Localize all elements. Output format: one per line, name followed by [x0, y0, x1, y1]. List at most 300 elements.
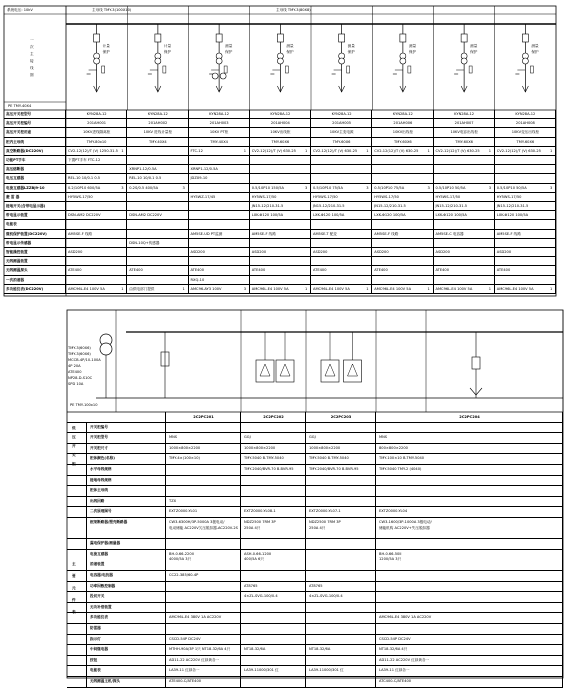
hv-cell-value: JN15-12/210-31.5: [435, 204, 468, 208]
hv-table-cell: [434, 239, 495, 248]
hv-table-cell: [311, 165, 372, 174]
lv-table-cell: [241, 603, 306, 614]
lv-section-cell: [67, 613, 87, 624]
hv-cell-value: CV2-12(12)/T (V) 630-25: [435, 148, 480, 153]
lv-table-cell: [241, 423, 306, 434]
hv-row-label: 无线测温探头: [6, 268, 28, 273]
lv-cell-value: NT18-32/6A: [309, 647, 331, 652]
lv-row-label: 多功能仪表: [90, 615, 108, 620]
hv-table-cell: [189, 211, 250, 220]
lv-left-label: NP28-D-S10C: [68, 376, 93, 380]
hv-table-cell: [311, 257, 372, 266]
hv-row-label: 带电显示装置: [6, 213, 28, 218]
lv-section-char: 关: [72, 453, 76, 457]
lv-table-cell: [166, 423, 241, 434]
ct-symbol: [400, 58, 406, 64]
hv-cell-value: LXK-Φ120 100/5A: [374, 213, 406, 218]
hv-qty: 1: [488, 148, 492, 153]
hv-row-label: 高压开关柜用途: [6, 130, 32, 135]
lv-cell-value: CW3-1600/3P-1000A 3极电动/: [379, 520, 432, 524]
hv-cell-value: CV2-12(12)/T (V) 630-25: [251, 148, 296, 153]
hv-cell-value: ASD200: [190, 250, 205, 254]
hv-table-cell: [495, 276, 556, 285]
label-char: 接: [30, 59, 34, 63]
lv-cell-value: EXTZ0000-YL07-1: [309, 509, 341, 514]
lv-section-char: 低: [72, 426, 76, 430]
ct-symbol: [94, 58, 100, 64]
outgoing-breaker-symbol: [472, 357, 480, 369]
hv-cell-value: JN15-12/210-31.5: [251, 204, 284, 208]
hv-cell-value: AM5SE-T 配变: [313, 231, 337, 236]
lv-row-label: 开关柜型号: [90, 435, 108, 440]
hv-cell-value: REL-10 10/0.1 0.5: [129, 176, 162, 181]
hv-table-cell: [250, 174, 311, 183]
hv-switchgear-sheet: [0, 0, 565, 300]
lv-cell-value: BH-0.66-50II: [379, 551, 402, 556]
lv-section-cell: [67, 603, 87, 614]
hv-row-label: 高压开关柜编号: [6, 121, 32, 126]
hv-table-cell: [495, 156, 556, 165]
hv-table-cell: [372, 239, 433, 248]
hv-cell-value: DSN-AM2 DC220V: [68, 213, 101, 218]
lv-table-cell: [306, 423, 376, 434]
hv-qty: 1: [305, 148, 308, 153]
hv-cell-value: 0.2S/0.5 400/5A: [129, 185, 159, 190]
hv-table-cell: [311, 220, 372, 229]
hv-table-cell: [311, 156, 372, 165]
lv-cell-value: CW3-6300H/3P-5000A 3极电动/: [169, 520, 225, 524]
lv-table-cell: [376, 603, 563, 614]
lv-section-cell: [67, 433, 87, 444]
hv-qty: 1: [550, 148, 553, 153]
lv-table-cell: [166, 433, 241, 444]
relay-label-protect: 保护: [286, 50, 294, 54]
lv-table-cell: [241, 635, 306, 646]
hv-cell-value: 201AH002: [148, 121, 168, 126]
relay-label-protect: 保护: [470, 50, 478, 54]
lv-table-cell: [241, 539, 306, 550]
hv-table-cell: [311, 276, 372, 285]
hv-cell-value: HY5WS-17/50: [496, 194, 522, 199]
hv-cell-value: JN15-12/210-31.5: [313, 204, 345, 208]
hv-cell-value: DSN-AM2 DC220V: [129, 213, 162, 218]
bus-right-label: 主母线 TMY-3(80X8): [276, 8, 311, 12]
lv-left-label: TMY-3(60X6): [68, 346, 91, 350]
lv-cell-value: TMY-5040 B.TMY-5040: [309, 456, 349, 461]
hv-table-cell: [250, 257, 311, 266]
lv-section-char: 元: [72, 586, 76, 590]
hv-cell-value: FTC-12: [190, 148, 203, 153]
hv-table-cell: [311, 174, 372, 183]
lv-cell-value: AD11-22 AC220V 红绿黄各一: [379, 657, 430, 662]
lv-pe-label: PE TMY-100x10: [70, 403, 98, 407]
lv-section-cell: [67, 497, 87, 508]
hv-cell-value: LXK-Φ120 100/5A: [313, 213, 345, 218]
svg-module-symbol: [344, 360, 362, 382]
hv-qty: 1: [550, 286, 553, 291]
ct-symbol: [461, 58, 467, 64]
hv-cell-value: ATE400: [68, 268, 82, 273]
relay-label-protect: 保护: [531, 50, 539, 54]
svg-module-symbol: [276, 360, 294, 382]
hv-cell-value: 0.5/10P10 50/5A: [496, 185, 527, 190]
lv-section-char: 表: [72, 610, 76, 614]
lv-row-label: 消谐装置: [90, 562, 105, 567]
hv-table-cell: [250, 156, 311, 165]
lv-row-label: 无线测温主机/探头: [90, 679, 121, 683]
arrester-symbol: [530, 66, 533, 73]
lv-table-cell: [376, 560, 563, 571]
lv-section-cell: [67, 465, 87, 476]
ct-symbol: [339, 58, 345, 64]
lv-cell-value: 1000×800×2200: [309, 445, 341, 450]
lv-table-cell: [166, 497, 241, 508]
hv-cell-value: 0.5/10P10 75/5A: [374, 185, 405, 190]
hv-cell-value: ASD200: [435, 250, 450, 254]
lv-section-cell: [67, 560, 87, 571]
lv-table-cell: [166, 465, 241, 476]
hv-cell-value: LXK-Φ120 100/5A: [496, 213, 529, 218]
lv-table-cell: [306, 656, 376, 667]
hv-cell-value: TMY-40X4: [210, 139, 228, 144]
hv-table-cell: [189, 239, 250, 248]
breaker-symbol: [522, 34, 528, 42]
hv-table-cell: [250, 239, 311, 248]
hv-row-label: 接地开关(含带电显示器): [6, 204, 46, 208]
breaker-symbol: [400, 34, 406, 42]
hv-table-cell: [434, 174, 495, 183]
lv-table-cell: [376, 486, 563, 497]
hv-table-cell: [372, 165, 433, 174]
hv-cell-value: 201AH006: [393, 121, 413, 126]
hv-row-label: 真空断路器(DC220V): [6, 148, 44, 153]
lv-table-cell: [376, 423, 563, 434]
hv-cell-value: AM5SE-UD PT监测: [190, 231, 223, 236]
lv-table-cell: [241, 624, 306, 635]
hv-cell-value: CV2-12(12)/T (V) 630-25: [374, 148, 419, 153]
lv-cell-value: EXTZ0000-YL08-1: [244, 509, 276, 514]
hv-row-label: 高压熔断器: [6, 167, 24, 172]
lv-table-cell: [241, 613, 306, 624]
hv-row-label: 避 雷 器: [6, 194, 20, 199]
label-char: 次: [30, 45, 34, 49]
lv-left-label: ATE400: [68, 370, 82, 374]
lv-table-cell: [306, 635, 376, 646]
hv-table-cell: [189, 184, 250, 193]
hv-qty: 1: [305, 286, 308, 291]
hv-cell-value: ATE400: [190, 268, 205, 273]
hv-table-cell: [66, 165, 127, 174]
lv-cell-value: TMY-100×10 B.TMY-5040: [379, 456, 425, 461]
hv-table-cell: [66, 239, 127, 248]
hv-cell-value: 10KV主变电源: [329, 130, 354, 135]
hv-cell-value: ATE400: [496, 268, 511, 273]
hv-cell-value: AM5SE-F 线路: [496, 231, 521, 236]
breaker-symbol: [216, 34, 222, 42]
hv-table-cell: [127, 230, 188, 239]
arrester-symbol: [102, 66, 105, 73]
lv-section-cell: [67, 444, 87, 455]
hv-cell-value: AMC96L-E4 100V 5A: [496, 286, 534, 291]
lv-section-cell: [67, 666, 87, 677]
hv-cell-value: AMC96L-E4 100V 5A: [313, 286, 350, 291]
hv-cell-value: HY5WS-17/50: [313, 194, 338, 199]
lv-left-label: 4P 20A: [68, 364, 81, 368]
hv-cell-value: 201AH001: [87, 121, 107, 126]
hv-cell-value: JDZX9-10: [190, 176, 208, 181]
lv-table-cell: [166, 603, 241, 614]
vt-symbol: [220, 73, 226, 79]
lv-table-cell: [306, 571, 376, 582]
lv-section-cell: [67, 518, 87, 539]
hv-cell-value: ASD200: [251, 250, 267, 254]
lv-row-label: 中间继电器: [90, 647, 108, 652]
relay-label-measure: 计量: [102, 44, 110, 48]
lv-row-label: 框架断路器/塑壳断路器: [90, 520, 128, 524]
lv-section-cell: [67, 582, 87, 593]
hv-cell-value: 0.5/10P10 50/5A: [435, 185, 466, 190]
svg-module-symbol: [256, 360, 274, 382]
hv-cell-value: 10KV进线隔离柜: [82, 130, 111, 135]
lv-table-cell: [241, 560, 306, 571]
label-char: 线: [30, 66, 34, 70]
hv-cell-value: KYN28A-12: [454, 112, 475, 116]
vt-symbol: [212, 73, 218, 79]
lv-table-cell: [376, 539, 563, 550]
hv-table-cell: [66, 202, 127, 211]
hv-cell-value: TMY-60X6: [332, 139, 351, 144]
hv-table-cell: [372, 156, 433, 165]
lv-cell-value: AMC96L-E4 380V 1A AC220V: [379, 615, 432, 620]
breaker-symbol: [277, 34, 283, 42]
hv-one-line-schematic: [0, 0, 565, 110]
lv-row-label: 接地母线规格: [90, 477, 112, 482]
relay-label-measure: 测量: [347, 44, 355, 48]
hv-table-cell: [372, 276, 433, 285]
hv-cell-value: ASD200: [313, 250, 328, 254]
hv-cell-value: 由供电部门提供: [129, 286, 155, 291]
hv-qty: 1: [427, 286, 430, 291]
lv-left-label: SPD 10A: [68, 382, 84, 386]
hv-cell-value: HY5WS-17/50: [374, 194, 399, 199]
hv-row-label: 电流互感器LZZBJ9-10: [6, 185, 45, 190]
relay-label-measure: 计量: [163, 44, 172, 48]
lv-table-cell: [306, 603, 376, 614]
hv-qty: 3: [427, 185, 430, 190]
lv-table-cell: [306, 624, 376, 635]
lv-cell-value: 1000×800×2200: [169, 445, 201, 450]
hv-cell-value: AMC96L-E4 100V 5A: [374, 286, 412, 291]
hv-cell-value: ASD200: [374, 250, 389, 254]
lv-cell-value: NDZ2500 7RM 3P: [244, 520, 276, 524]
hv-cell-value: RXQ-10: [190, 277, 205, 282]
lv-row-label: 电流互感器: [90, 551, 108, 556]
ct-symbol: [522, 58, 528, 64]
lv-cell-value: EXTZ0000-YL04: [379, 509, 408, 514]
hv-cell-value: LXK-Φ120 100/5A: [251, 213, 284, 218]
hv-cell-value: ATE400: [129, 268, 143, 273]
lv-section-cell: [67, 571, 87, 582]
lv-section-char: 压: [72, 435, 76, 439]
hv-cell-value: KYN28A-12: [392, 112, 413, 116]
hv-qty: 1: [366, 148, 369, 153]
lv-table-cell: [376, 476, 563, 487]
hv-table-cell: [189, 220, 250, 229]
hv-row-label: 高压开关柜型号: [6, 112, 32, 116]
hv-cell-value: XRNP1-12/0.5A: [190, 167, 218, 172]
hv-qty: 1: [182, 286, 185, 291]
relay-label-measure: 测量: [408, 44, 417, 48]
lv-row-label: 按钮: [90, 657, 98, 662]
hv-cell-value: 10KV 进线计量柜: [143, 130, 173, 135]
breaker-symbol: [94, 34, 100, 42]
hv-cell-value: REL-10 10/0.1 0.5: [68, 176, 101, 181]
hv-qty: 1: [488, 286, 492, 291]
hv-cell-value: TMY-60X6: [516, 139, 535, 144]
hv-cell-value: ASD200: [496, 250, 512, 254]
lv-section-cell: [67, 539, 87, 550]
lv-cell-value: NT18-32/6A: [244, 647, 266, 652]
lv-table-cell: [166, 582, 241, 593]
lv-row-label: 水平母线规格: [90, 467, 112, 471]
hv-cell-value: HY5WS-17/50: [435, 194, 461, 199]
pe-label: PE TMY-40X4: [8, 104, 32, 108]
hv-cell-value: TMY-60X6: [271, 139, 290, 144]
hv-table-cell: [127, 276, 188, 285]
relay-label-protect: 保护: [408, 50, 417, 54]
arrester-symbol: [224, 66, 227, 73]
hv-cell-value: 0.5/10P10 75/5A: [313, 185, 343, 190]
breaker-symbol: [461, 34, 467, 42]
lv-cell-value: ASH-0.66-120II: [244, 551, 272, 556]
lv-cell-value: AT8765: [309, 583, 323, 588]
lv-section-cell: [67, 507, 87, 518]
lv-col-number: 2C2PC203: [330, 415, 352, 419]
lv-row-label: 出线回路: [90, 498, 105, 503]
lv-cell-value: TZX: [169, 498, 177, 503]
hv-cell-value: 201AH005: [332, 121, 352, 126]
relay-label-measure: 测量: [470, 44, 478, 48]
hv-qty: 3: [305, 185, 308, 190]
hv-cell-value: 10KV变压出线柜: [511, 130, 540, 135]
lv-table-cell: [241, 571, 306, 582]
lv-section-cell: [67, 677, 87, 688]
hv-cell-value: 10KV电容出线柜: [450, 130, 478, 135]
hv-table-cell: [127, 156, 188, 165]
ct-symbol: [216, 58, 222, 64]
lv-cell-value: 400/5A 6只: [244, 557, 264, 562]
lv-cell-value: GGJ: [309, 435, 316, 440]
hv-table-cell: [189, 156, 250, 165]
lv-section-cell: [67, 486, 87, 497]
hv-cell-value: KYN28A-12: [147, 112, 168, 116]
lv-row-label: 功率因数控制器: [90, 583, 116, 588]
relay-label-protect: 保护: [102, 50, 110, 54]
lv-section-cell: [67, 423, 87, 434]
lv-row-label-cell: [87, 656, 166, 667]
lv-left-label: MCCB-4P/10-100A: [68, 358, 101, 362]
hv-qty: 3: [121, 185, 124, 190]
hv-cell-value: KYN28A-12: [86, 112, 107, 116]
lv-cell-value: LA39-11000/301 红: [244, 668, 279, 673]
lv-cell-value: EXTZ0000-YL01: [169, 509, 198, 514]
lv-cell-value: AMC96L-E4 380V 1A AC220V: [169, 615, 222, 620]
lv-switchgear-sheet: [66, 302, 565, 681]
hv-table-cell: [495, 239, 556, 248]
hv-row-label: 无线测温装置: [6, 259, 28, 264]
hv-table-cell: [189, 257, 250, 266]
lv-table-cell: [376, 592, 563, 603]
hv-table-cell: [189, 202, 250, 211]
lv-table-cell: [306, 497, 376, 508]
arrester-symbol: [347, 66, 350, 73]
lv-header-cell: [67, 412, 166, 423]
lv-row-label: 二次原理图号: [90, 509, 112, 514]
hv-table-cell: [127, 147, 188, 156]
hv-cell-value: 201AH003: [209, 121, 229, 126]
hv-cell-value: HY5WS-17/50: [68, 194, 93, 199]
lv-table-cell: [166, 539, 241, 550]
lv-row-label: 投切开关: [90, 594, 105, 599]
lv-cell-value: TMY-5040 B.TMY-5040: [244, 456, 284, 461]
hv-cell-value: CV2-12(12)/T (V) 630-25: [496, 148, 541, 153]
lv-row-label: 防雷器: [90, 626, 101, 630]
lv-table-cell: [166, 486, 241, 497]
hv-row-label: 柜内主母线: [6, 139, 24, 144]
lv-section-cell: [67, 592, 87, 603]
lv-cell-value: 4000/5A 3只: [169, 557, 192, 562]
system-voltage: 系统电压: 10kV: [7, 8, 33, 12]
lv-cell-value: 1200/5A 3只: [379, 557, 402, 562]
lv-cell-value: TMY-5040 TMY-2 (4040): [379, 467, 422, 471]
lv-table-cell: [241, 497, 306, 508]
lv-table-cell: [306, 539, 376, 550]
hv-row-label: 功能PT手车: [6, 158, 26, 162]
hv-cell-value: TMY-60X6: [455, 139, 473, 144]
relay-label-measure: 测量: [286, 44, 294, 48]
lv-section-char: 要: [72, 574, 76, 578]
lv-table-cell: [376, 582, 563, 593]
hv-row-label: 电能表: [6, 222, 17, 227]
hv-cell-value: 201AH004: [270, 121, 290, 126]
lv-section-char: 主: [72, 562, 76, 566]
lv-cell-value: 4×ZL-SVG-100/0.4: [244, 594, 278, 599]
hv-table-cell: [250, 165, 311, 174]
svg-module-symbol: [321, 360, 339, 382]
hv-table-cell: [127, 257, 188, 266]
lv-cell-value: BH-0.66-220II: [169, 551, 194, 556]
hv-cell-value: KYN28A-12: [209, 112, 230, 116]
lv-table-cell: [166, 624, 241, 635]
hv-table-cell: [495, 165, 556, 174]
hv-cell-value: CV2-12(12)/T (V) 630-25: [313, 148, 358, 153]
hv-table-cell: [495, 220, 556, 229]
lv-table-cell: [241, 677, 306, 688]
arrester-symbol: [408, 66, 411, 73]
hv-qty: 1: [121, 148, 124, 153]
hv-qty: 3: [488, 185, 492, 190]
hv-cell-value: AM5SE-C 电容器: [435, 231, 464, 236]
hv-row-label: 智能操控装置: [6, 250, 28, 254]
hv-cell-value: AM5SE-F 线路: [374, 231, 399, 236]
hv-qty: 3: [243, 286, 247, 291]
arrester-symbol: [163, 66, 166, 73]
hv-cell-value: HY5WZ-17/45: [190, 194, 216, 199]
lv-row-label: 开关柜尺寸: [90, 445, 108, 450]
lv-table-cell: [241, 656, 306, 667]
hv-cell-value: ATE400: [313, 268, 327, 273]
lv-cell-value: CC22-385/60-4P: [169, 573, 199, 577]
